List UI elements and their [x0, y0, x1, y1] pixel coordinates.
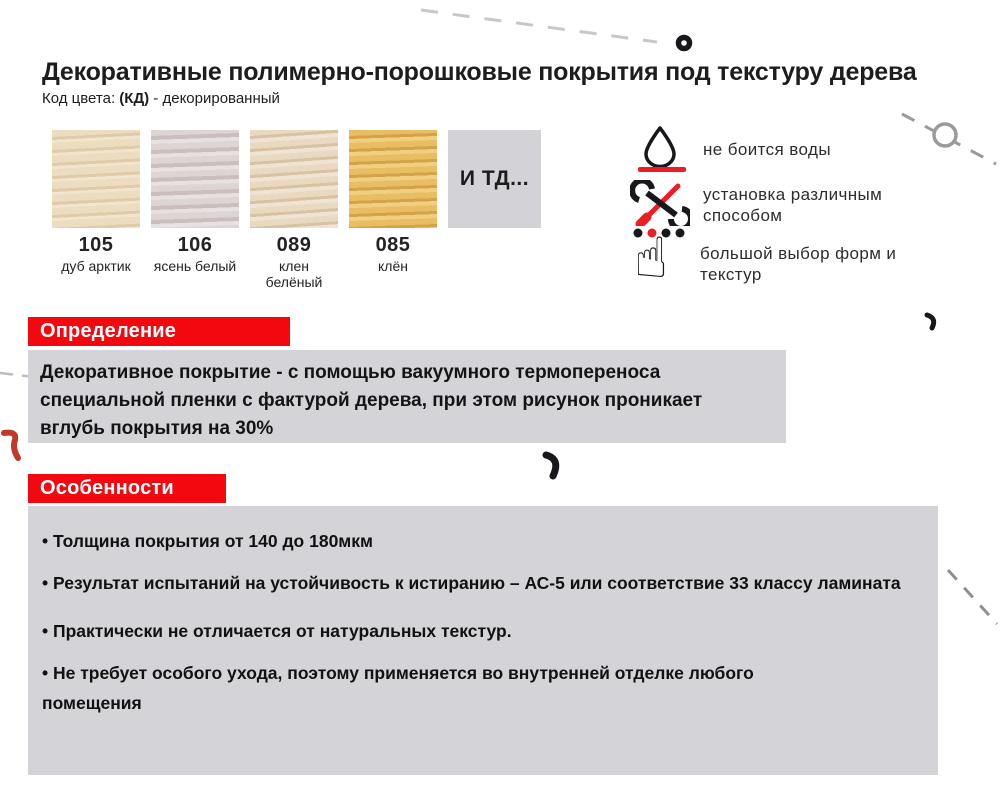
swatch-row [52, 130, 541, 290]
swatch-code: 106 [177, 234, 213, 256]
icon-feature-label: большой выбор форм и текстур [700, 244, 897, 284]
feature-bullet: • Результат испытаний на устойчивость к истиранию – АС-5 или соответствие 33 классу ламината [42, 568, 922, 598]
dashes-bottom-right [944, 566, 1000, 630]
swatch-085 [349, 130, 437, 274]
swatch-image-085 [349, 130, 437, 228]
swatch-image-106 [151, 130, 239, 228]
red-underline [638, 167, 686, 172]
color-code: (КД) [119, 90, 150, 107]
swatch-089 [250, 130, 338, 290]
donut-dot [674, 34, 694, 54]
comma-mark-center [542, 450, 568, 482]
icon-feature-label: не боится воды [703, 140, 831, 159]
swatch-image-105 [52, 130, 140, 228]
swatch-image-089 [250, 130, 338, 228]
tools-icon [630, 180, 690, 226]
features-header: Особенности [28, 474, 226, 503]
swatch-code: 089 [276, 234, 312, 256]
feature-bullet: • Практически не отличается от натуральных текстур. [42, 616, 938, 646]
definition-panel [28, 350, 786, 443]
icon-feature-label: установка различным способом [703, 185, 883, 225]
swatch-name: ясень белый [153, 258, 237, 274]
page-title: Декоративные полимерно-порошковые покрытия под текстуру дерева [42, 58, 917, 86]
dashed-line-top [415, 2, 665, 48]
feature-bullet: • Не требует особого ухода, поэтому применяется во внутренней отделке любого помещения [42, 658, 762, 718]
swatch-code: 085 [375, 234, 411, 256]
swatch-106 [151, 130, 239, 274]
hand-pointer-icon: ☝ [634, 226, 669, 291]
definition-text: Декоративное покрытие - с помощью вакуумного термопереноса специальной пленки с фактурой дерева, при этом рисунок проникает вглубь покрытия на 30% [40, 362, 703, 439]
comma-mark-right [924, 311, 942, 333]
features-panel [28, 506, 938, 775]
feature-bullet: • Толщина покрытия от 140 до 180мкм [42, 526, 938, 556]
definition-header: Определение [28, 317, 290, 346]
swatch-code: 105 [78, 234, 114, 256]
swatch-name: клен белёный [265, 258, 323, 290]
water-drop-icon [641, 125, 679, 167]
swatch-more-box: И ТД... [448, 130, 541, 228]
dashed-circle-topright [898, 104, 1000, 170]
swatch-105 [52, 130, 140, 274]
color-code-note: Код цвета: (КД) - декорированный [42, 90, 280, 107]
swatch-name: клён [378, 258, 408, 274]
swatch-name: дуб арктик [61, 258, 131, 274]
